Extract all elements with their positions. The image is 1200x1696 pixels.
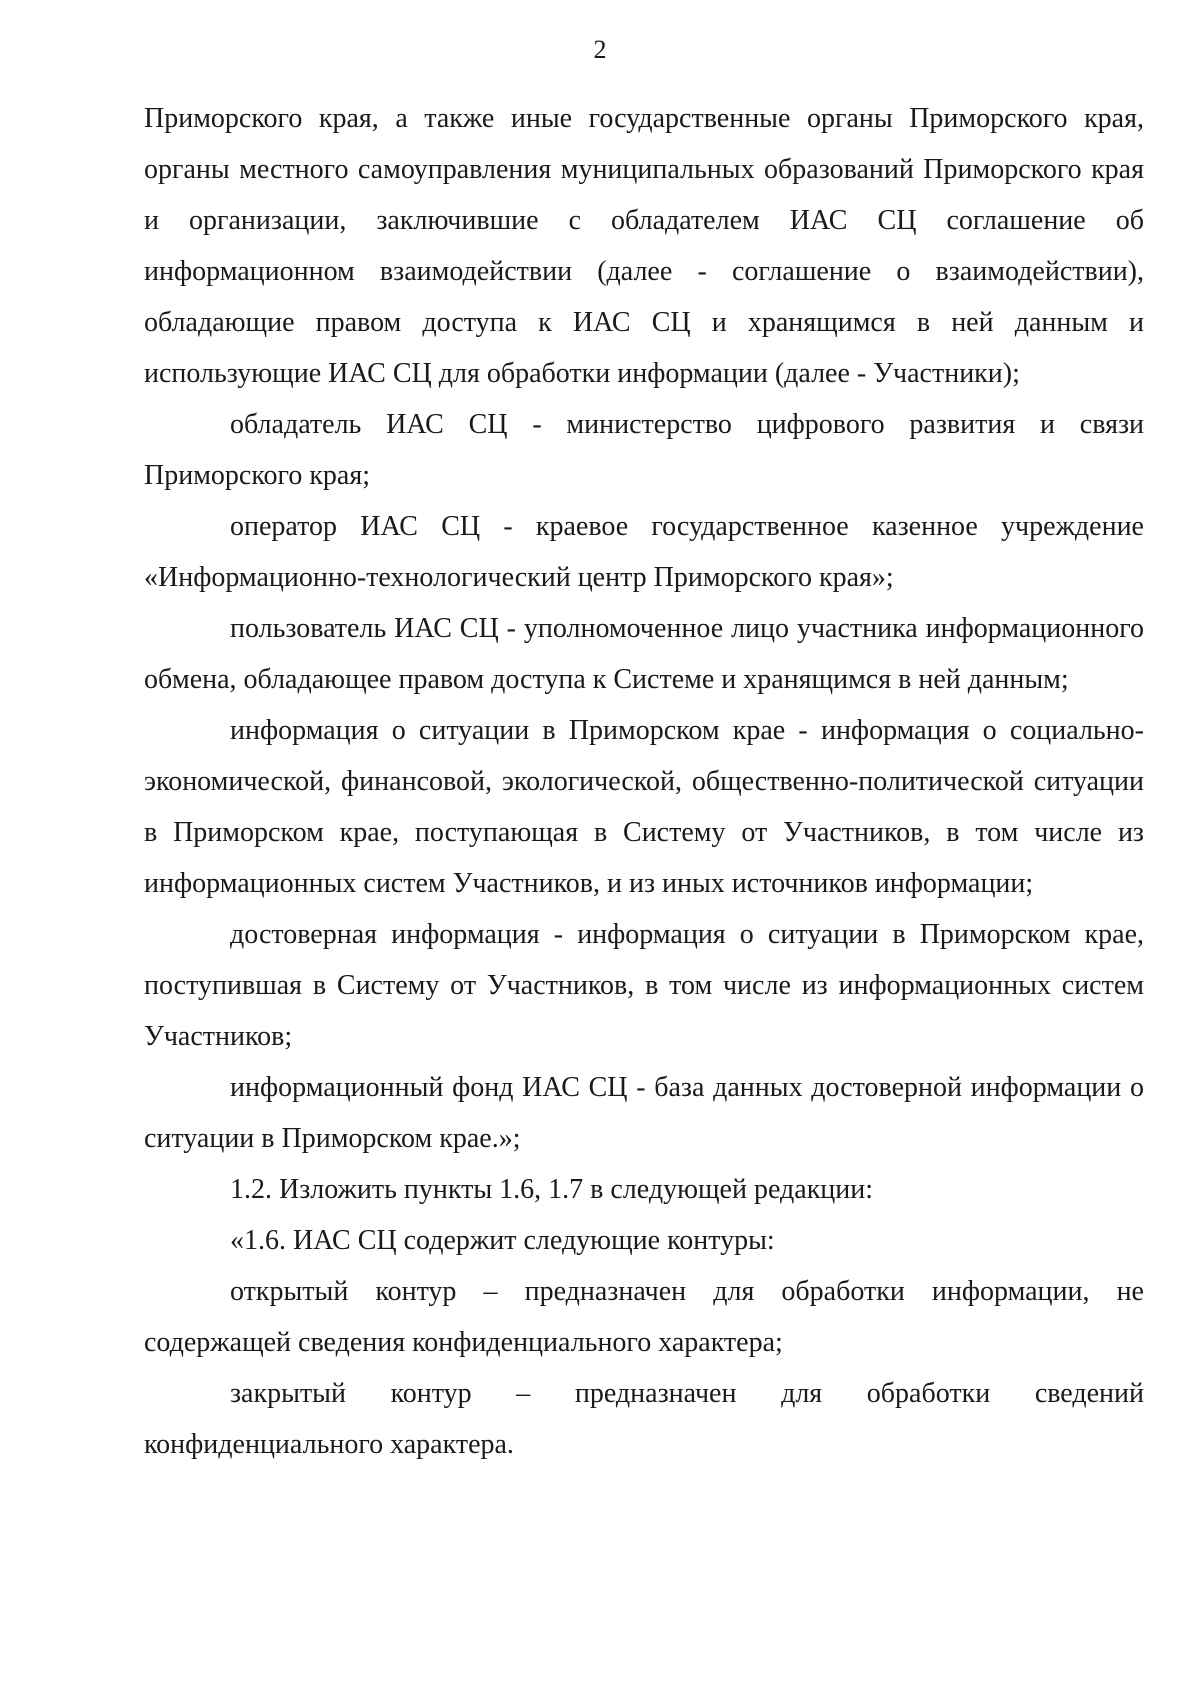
paragraph-open-contour: открытый контур – предназначен для обработки информации, не содержащей сведения конфиденциального характера; <box>144 1276 1144 1358</box>
paragraph-closed-contour: закрытый контур – предназначен для обработки сведений конфиденциального характера. <box>144 1378 1144 1460</box>
paragraph-amendment-1-2: 1.2. Изложить пункты 1.6, 1.7 в следующей редакции: <box>230 1174 874 1205</box>
document-body <box>144 93 1144 1470</box>
paragraph-situation-info: информация о ситуации в Приморском крае - информация о социально-экономической, финансовой, экологической, общественно-политической ситуации в Приморском крае, поступающая в Систему от Участников, в том числе из информационных систем Участников, и из иных источников информации; <box>144 715 1144 899</box>
paragraph-owner: обладатель ИАС СЦ - министерство цифрового развития и связи Приморского края; <box>144 409 1144 491</box>
page-number: 2 <box>593 35 607 64</box>
paragraph-participants: Приморского края, а также иные государственные органы Приморского края, органы местного самоуправления муниципальных образований Приморского края и организации, заключившие с обладателем ИАС СЦ соглашение об информационном взаимодействии (далее - соглашение о взаимодействии), обладающие правом доступа к ИАС СЦ и хранящимся в ней данным и использующие ИАС СЦ для обработки информации (далее - Участники); <box>144 103 1144 389</box>
paragraph-contours-intro: «1.6. ИАС СЦ содержит следующие контуры: <box>230 1225 775 1256</box>
paragraph-reliable-info: достоверная информация - информация о ситуации в Приморском крае, поступившая в Систему от Участников, в том числе из информационных систем Участников; <box>144 919 1144 1052</box>
paragraph-operator: оператор ИАС СЦ - краевое государственное казенное учреждение «Информационно-технологический центр Приморского края»; <box>144 511 1144 593</box>
paragraph-info-fund: информационный фонд ИАС СЦ - база данных достоверной информации о ситуации в Приморском крае.»; <box>144 1072 1144 1154</box>
paragraph-user: пользователь ИАС СЦ - уполномоченное лицо участника информационного обмена, обладающее правом доступа к Системе и хранящимся в ней данным; <box>144 613 1144 695</box>
